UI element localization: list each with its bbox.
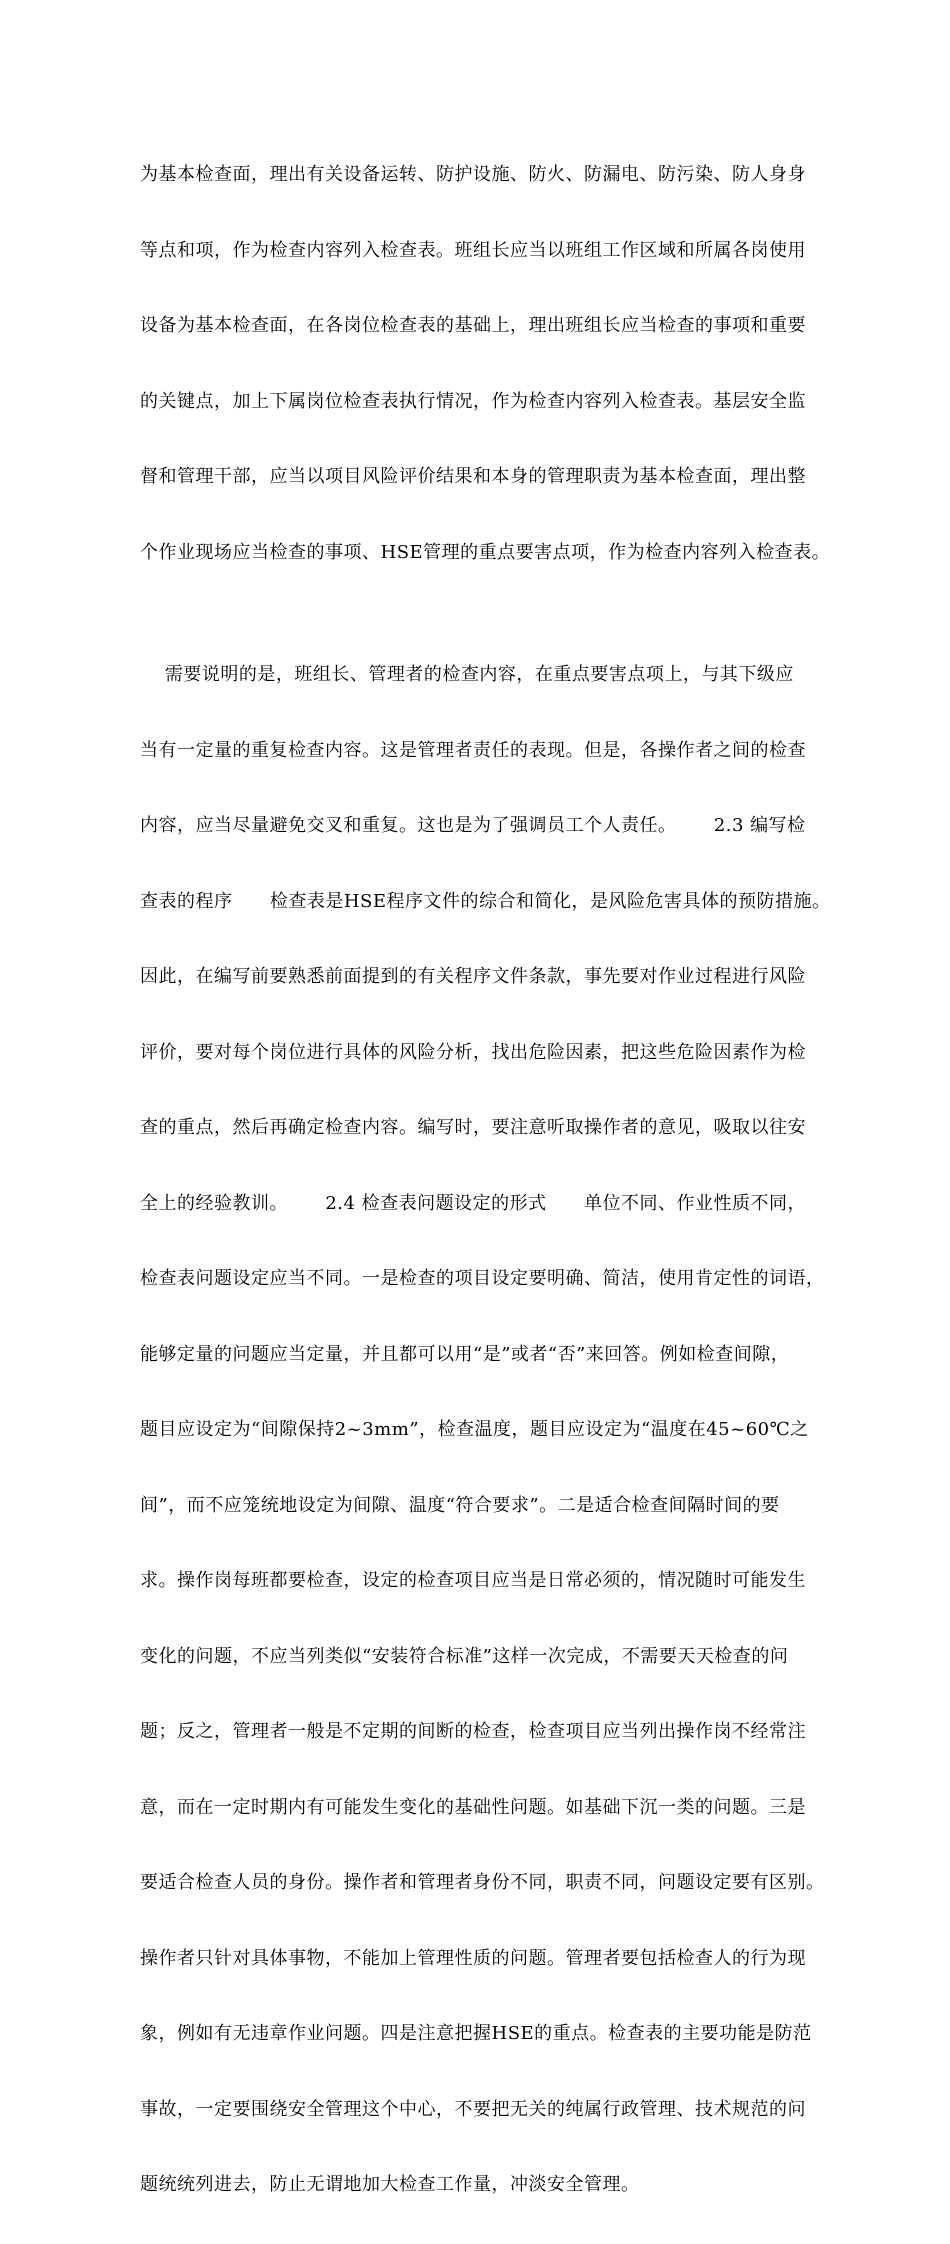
text-line: 当有一定量的重复检查内容。这是管理者责任的表现。但是，各操作者之间的检查	[140, 739, 806, 761]
text-line: 设备为基本检查面，在各岗位检查表的基础上，理出班组长应当检查的事项和重要	[140, 315, 806, 336]
text-line: 题；反之，管理者一般是不定期的间断的检查，检查项目应当列出操作岗不经常注	[140, 1721, 806, 1742]
text-line: 的关键点，加上下属岗位检查表执行情况，作为检查内容列入检查表。基层安全监	[140, 390, 806, 412]
text-line: 内容，应当尽量避免交叉和重复。这也是为了强调员工个人责任。 2.3 编写检	[140, 815, 806, 836]
text-line: 事故，一定要围绕安全管理这个中心，不要把无关的纯属行政管理、技术规范的问	[140, 2098, 806, 2120]
text-line: 要适合检查人员的身份。操作者和管理者身份不同，职责不同，问题设定要有区别。	[140, 1872, 825, 1893]
text-line: 题统统列进去，防止无谓地加大检查工作量，冲淡安全管理。	[140, 2174, 640, 2195]
paragraph-1	[140, 116, 830, 611]
text-line: 能够定量的问题应当定量，并且都可以用“是”或者“否”来回答。例如检查间隙，	[140, 1343, 790, 1365]
text-line: 意，而在一定时期内有可能发生变化的基础性问题。如基础下沉一类的问题。三是	[140, 1796, 806, 1818]
text-line: 象，例如有无违章作业问题。四是注意把握HSE的重点。检查表的主要功能是防范	[140, 2023, 812, 2044]
text-line: 评价，要对每个岗位进行具体的风险分析，找出危险因素，把这些危险因素作为检	[140, 1041, 806, 1063]
text-line: 因此，在编写前要熟悉前面提到的有关程序文件条款，事先要对作业过程进行风险	[140, 966, 806, 987]
text-line: 查表的程序 检查表是HSE程序文件的综合和简化，是风险危害具体的预防措施。	[140, 890, 831, 912]
text-line: 操作者只针对具体事物，不能加上管理性质的问题。管理者要包括检查人的行为现	[140, 1947, 806, 1969]
text-line: 督和管理干部，应当以项目风险评价结果和本身的管理职责为基本检查面，理出整	[140, 466, 806, 487]
text-line: 需要说明的是，班组长、管理者的检查内容，在重点要害点项上，与其下级应	[140, 664, 794, 685]
text-line: 题目应设定为“间隙保持2~3mm”，检查温度，题目应设定为“温度在45~60℃之	[140, 1419, 809, 1440]
text-line: 全上的经验教训。 2.4 检查表问题设定的形式 单位不同、作业性质不同，	[140, 1192, 807, 1214]
document-body	[140, 116, 830, 2244]
text-line: 为基本检查面，理出有关设备运转、防护设施、防火、防漏电、防污染、防人身身	[140, 164, 806, 185]
text-line: 间”，而不应笼统地设定为间隙、温度“符合要求”。二是适合检查间隔时间的要	[140, 1494, 780, 1516]
text-line: 变化的问题，不应当列类似“安装符合标准”这样一次完成，不需要天天检查的问	[140, 1645, 789, 1667]
text-line: 等点和项，作为检查内容列入检查表。班组长应当以班组工作区域和所属各岗使用	[140, 239, 806, 261]
text-line: 检查表问题设定应当不同。一是检查的项目设定要明确、简洁，使用肯定性的词语，	[140, 1268, 825, 1289]
text-line: 个作业现场应当检查的事项、HSE管理的重点要害点项，作为检查内容列入检查表。	[140, 541, 831, 563]
text-line: 查的重点，然后再确定检查内容。编写时，要注意听取操作者的意见，吸取以往安	[140, 1117, 806, 1138]
text-line: 求。操作岗每班都要检查，设定的检查项目应当是日常必须的，情况随时可能发生	[140, 1570, 806, 1591]
paragraph-2	[140, 616, 830, 2244]
